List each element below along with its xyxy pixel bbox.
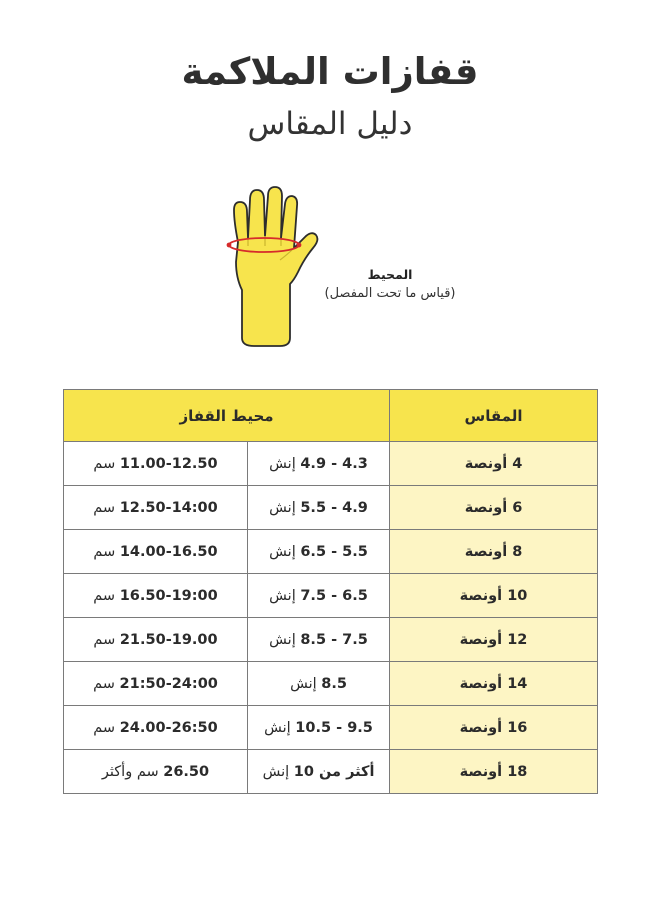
cm-value: 12.50-14:00	[119, 499, 218, 516]
table-row	[64, 442, 598, 486]
cm-unit: سم وأكثر	[101, 763, 159, 780]
inch-cell	[248, 574, 390, 618]
cm-value: 24.00-26:50	[119, 719, 218, 736]
cm-unit: سم	[93, 719, 116, 736]
header-size: المقاس	[390, 390, 598, 442]
inch-cell	[248, 442, 390, 486]
cm-cell	[64, 486, 248, 530]
inch-cell	[248, 750, 390, 794]
inch-unit: إنش	[269, 499, 296, 516]
size-cell: 14 أونصة	[390, 662, 598, 706]
cm-cell	[64, 662, 248, 706]
cm-cell	[64, 618, 248, 662]
cm-value: 21.50-19.00	[119, 631, 218, 648]
inch-cell	[248, 486, 390, 530]
inch-unit: إنش	[269, 587, 296, 604]
cm-value: 11.00-12.50	[119, 455, 218, 472]
inch-value: 4.3 - 4.9	[300, 455, 368, 472]
cm-cell	[64, 530, 248, 574]
cm-unit: سم	[93, 455, 116, 472]
cm-cell	[64, 574, 248, 618]
inch-unit: إنش	[290, 675, 317, 692]
table-row	[64, 618, 598, 662]
cm-unit: سم	[93, 499, 116, 516]
inch-unit: إنش	[269, 631, 296, 648]
cm-unit: سم	[93, 631, 116, 648]
inch-unit: إنش	[262, 763, 290, 780]
inch-value: 7.5 - 8.5	[300, 631, 368, 648]
inch-cell	[248, 662, 390, 706]
size-cell: 10 أونصة	[390, 574, 598, 618]
size-cell: 8 أونصة	[390, 530, 598, 574]
size-table	[63, 389, 598, 794]
inch-value: 5.5 - 6.5	[300, 543, 368, 560]
table-row	[64, 530, 598, 574]
cm-value: 14.00-16.50	[119, 543, 218, 560]
inch-value: 4.9 - 5.5	[300, 499, 368, 516]
cm-unit: سم	[93, 587, 116, 604]
size-cell: 4 أونصة	[390, 442, 598, 486]
cm-value: 26.50	[163, 763, 210, 780]
size-cell: 6 أونصة	[390, 486, 598, 530]
cm-value: 16.50-19:00	[119, 587, 218, 604]
cm-cell	[64, 750, 248, 794]
inch-cell	[248, 530, 390, 574]
size-cell: 18 أونصة	[390, 750, 598, 794]
measurement-note: (قياس ما تحت المفصل)	[324, 286, 456, 301]
inch-value: أكثر من 10	[293, 763, 375, 780]
cm-cell	[64, 706, 248, 750]
circumference-label: المحيط	[367, 267, 413, 282]
cm-unit: سم	[93, 543, 116, 560]
table-row	[64, 486, 598, 530]
table-row	[64, 706, 598, 750]
size-cell: 12 أونصة	[390, 618, 598, 662]
size-cell: 16 أونصة	[390, 706, 598, 750]
page-subtitle: دليل المقاس	[247, 106, 413, 142]
inch-cell	[248, 618, 390, 662]
inch-cell	[248, 706, 390, 750]
inch-value: 9.5 - 10.5	[295, 719, 373, 736]
table-body	[64, 442, 598, 794]
inch-unit: إنش	[269, 543, 296, 560]
cm-value: 21:50-24:00	[119, 675, 218, 692]
page-title: قفازات الملاكمة	[181, 50, 479, 93]
cm-unit: سم	[93, 675, 115, 692]
header-circumference: محيط القفاز	[64, 390, 390, 442]
table-row	[64, 662, 598, 706]
inch-unit: إنش	[269, 455, 296, 472]
cm-cell	[64, 442, 248, 486]
inch-unit: إنش	[264, 719, 291, 736]
table-row	[64, 574, 598, 618]
table-header-row	[64, 390, 598, 442]
inch-value: 6.5 - 7.5	[300, 587, 368, 604]
table-row	[64, 750, 598, 794]
inch-value: 8.5	[321, 675, 347, 692]
